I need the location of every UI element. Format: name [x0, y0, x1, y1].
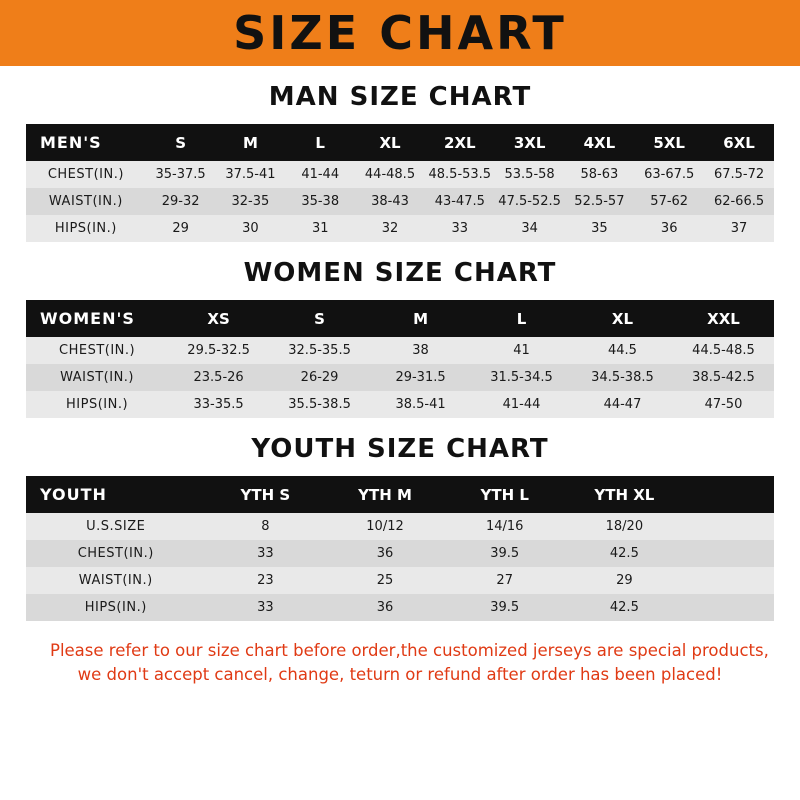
row-label: HIPS(IN.) — [26, 215, 146, 242]
table-cell: 38.5-41 — [370, 391, 471, 418]
table-cell: 57-62 — [634, 188, 704, 215]
section-title-youth: YOUTH SIZE CHART — [251, 434, 549, 464]
table-cell: 52.5-57 — [565, 188, 635, 215]
section-man — [26, 82, 774, 242]
row-label: WAIST(IN.) — [26, 567, 206, 594]
table-cell: 33 — [425, 215, 495, 242]
row-label: WAIST(IN.) — [26, 364, 168, 391]
table-cell: 41-44 — [285, 161, 355, 188]
row-label: U.S.SIZE — [26, 513, 206, 540]
section-women — [26, 258, 774, 418]
column-header: 2XL — [425, 124, 495, 161]
table-cell: 36 — [325, 594, 445, 621]
table-cell: 41-44 — [471, 391, 572, 418]
table-cell: 14/16 — [445, 513, 565, 540]
table-cell: 42.5 — [565, 540, 685, 567]
column-header: XXL — [673, 300, 774, 337]
table-cell: 29 — [146, 215, 216, 242]
table-cell: 32.5-35.5 — [269, 337, 370, 364]
column-header: WOMEN'S — [26, 300, 168, 337]
column-header: YOUTH — [26, 476, 206, 513]
table-cell: 41 — [471, 337, 572, 364]
table-cell: 35-37.5 — [146, 161, 216, 188]
table-row — [26, 215, 774, 242]
table-women — [26, 300, 774, 418]
table-cell: 34.5-38.5 — [572, 364, 673, 391]
table-row — [26, 391, 774, 418]
column-header: S — [146, 124, 216, 161]
table-cell: 34 — [495, 215, 565, 242]
table-cell: 47.5-52.5 — [495, 188, 565, 215]
section-title-man: MAN SIZE CHART — [268, 82, 532, 112]
table-cell: 37 — [704, 215, 774, 242]
table-header-row — [26, 476, 774, 513]
table-cell: 39.5 — [445, 594, 565, 621]
column-header: 5XL — [634, 124, 704, 161]
table-cell-spacer — [684, 513, 774, 540]
table-cell: 42.5 — [565, 594, 685, 621]
table-cell: 23.5-26 — [168, 364, 269, 391]
table-row — [26, 364, 774, 391]
table-cell-spacer — [684, 567, 774, 594]
table-cell: 44-47 — [572, 391, 673, 418]
table-cell: 23 — [206, 567, 326, 594]
column-header: XS — [168, 300, 269, 337]
table-cell: 35.5-38.5 — [269, 391, 370, 418]
table-man — [26, 124, 774, 242]
table-cell: 44.5 — [572, 337, 673, 364]
column-header-spacer — [684, 476, 774, 513]
table-cell: 53.5-58 — [495, 161, 565, 188]
table-header-row — [26, 300, 774, 337]
table-cell-spacer — [684, 594, 774, 621]
table-cell: 39.5 — [445, 540, 565, 567]
column-header: 6XL — [704, 124, 774, 161]
table-cell: 33 — [206, 594, 326, 621]
table-cell: 33-35.5 — [168, 391, 269, 418]
table-row — [26, 161, 774, 188]
column-header: M — [370, 300, 471, 337]
footer-note-line-1: Please refer to our size chart before order,the customized jerseys are special products, — [50, 641, 769, 660]
column-header: MEN'S — [26, 124, 146, 161]
table-header-row — [26, 124, 774, 161]
table-cell: 30 — [216, 215, 286, 242]
table-cell: 32-35 — [216, 188, 286, 215]
table-cell: 38-43 — [355, 188, 425, 215]
table-row — [26, 337, 774, 364]
table-cell: 26-29 — [269, 364, 370, 391]
table-cell: 67.5-72 — [704, 161, 774, 188]
section-youth — [26, 434, 774, 621]
table-cell: 35 — [565, 215, 635, 242]
table-cell: 58-63 — [565, 161, 635, 188]
table-cell: 29 — [565, 567, 685, 594]
table-cell: 35-38 — [285, 188, 355, 215]
table-cell: 44-48.5 — [355, 161, 425, 188]
table-row — [26, 513, 774, 540]
table-row — [26, 567, 774, 594]
section-title-women: WOMEN SIZE CHART — [243, 258, 557, 288]
column-header: 3XL — [495, 124, 565, 161]
table-row — [26, 540, 774, 567]
column-header: YTH S — [206, 476, 326, 513]
header-band — [0, 0, 800, 66]
table-cell: 62-66.5 — [704, 188, 774, 215]
column-header: YTH L — [445, 476, 565, 513]
row-label: HIPS(IN.) — [26, 391, 168, 418]
footer-note-line-2: we don't accept cancel, change, teturn or refund after order has been placed! — [77, 664, 723, 684]
table-cell: 38 — [370, 337, 471, 364]
column-header: M — [216, 124, 286, 161]
column-header: L — [471, 300, 572, 337]
table-cell: 31.5-34.5 — [471, 364, 572, 391]
table-cell: 48.5-53.5 — [425, 161, 495, 188]
table-row — [26, 594, 774, 621]
table-cell: 38.5-42.5 — [673, 364, 774, 391]
table-cell: 31 — [285, 215, 355, 242]
table-cell: 18/20 — [565, 513, 685, 540]
table-cell: 27 — [445, 567, 565, 594]
column-header: L — [285, 124, 355, 161]
table-cell: 36 — [325, 540, 445, 567]
column-header: 4XL — [565, 124, 635, 161]
row-label: CHEST(IN.) — [26, 540, 206, 567]
table-cell-spacer — [684, 540, 774, 567]
row-label: WAIST(IN.) — [26, 188, 146, 215]
table-cell: 10/12 — [325, 513, 445, 540]
table-cell: 33 — [206, 540, 326, 567]
content-area — [0, 82, 800, 687]
column-header: S — [269, 300, 370, 337]
table-cell: 29.5-32.5 — [168, 337, 269, 364]
column-header: YTH M — [325, 476, 445, 513]
table-cell: 25 — [325, 567, 445, 594]
table-cell: 63-67.5 — [634, 161, 704, 188]
table-cell: 47-50 — [673, 391, 774, 418]
row-label: CHEST(IN.) — [26, 161, 146, 188]
table-cell: 43-47.5 — [425, 188, 495, 215]
column-header: XL — [572, 300, 673, 337]
table-youth — [26, 476, 774, 621]
row-label: HIPS(IN.) — [26, 594, 206, 621]
table-cell: 29-31.5 — [370, 364, 471, 391]
table-cell: 36 — [634, 215, 704, 242]
column-header: XL — [355, 124, 425, 161]
table-cell: 32 — [355, 215, 425, 242]
page-title: SIZE CHART — [233, 6, 567, 60]
table-cell: 8 — [206, 513, 326, 540]
footer-note — [26, 639, 774, 687]
table-row — [26, 188, 774, 215]
row-label: CHEST(IN.) — [26, 337, 168, 364]
column-header: YTH XL — [565, 476, 685, 513]
table-cell: 37.5-41 — [216, 161, 286, 188]
table-cell: 44.5-48.5 — [673, 337, 774, 364]
table-cell: 29-32 — [146, 188, 216, 215]
